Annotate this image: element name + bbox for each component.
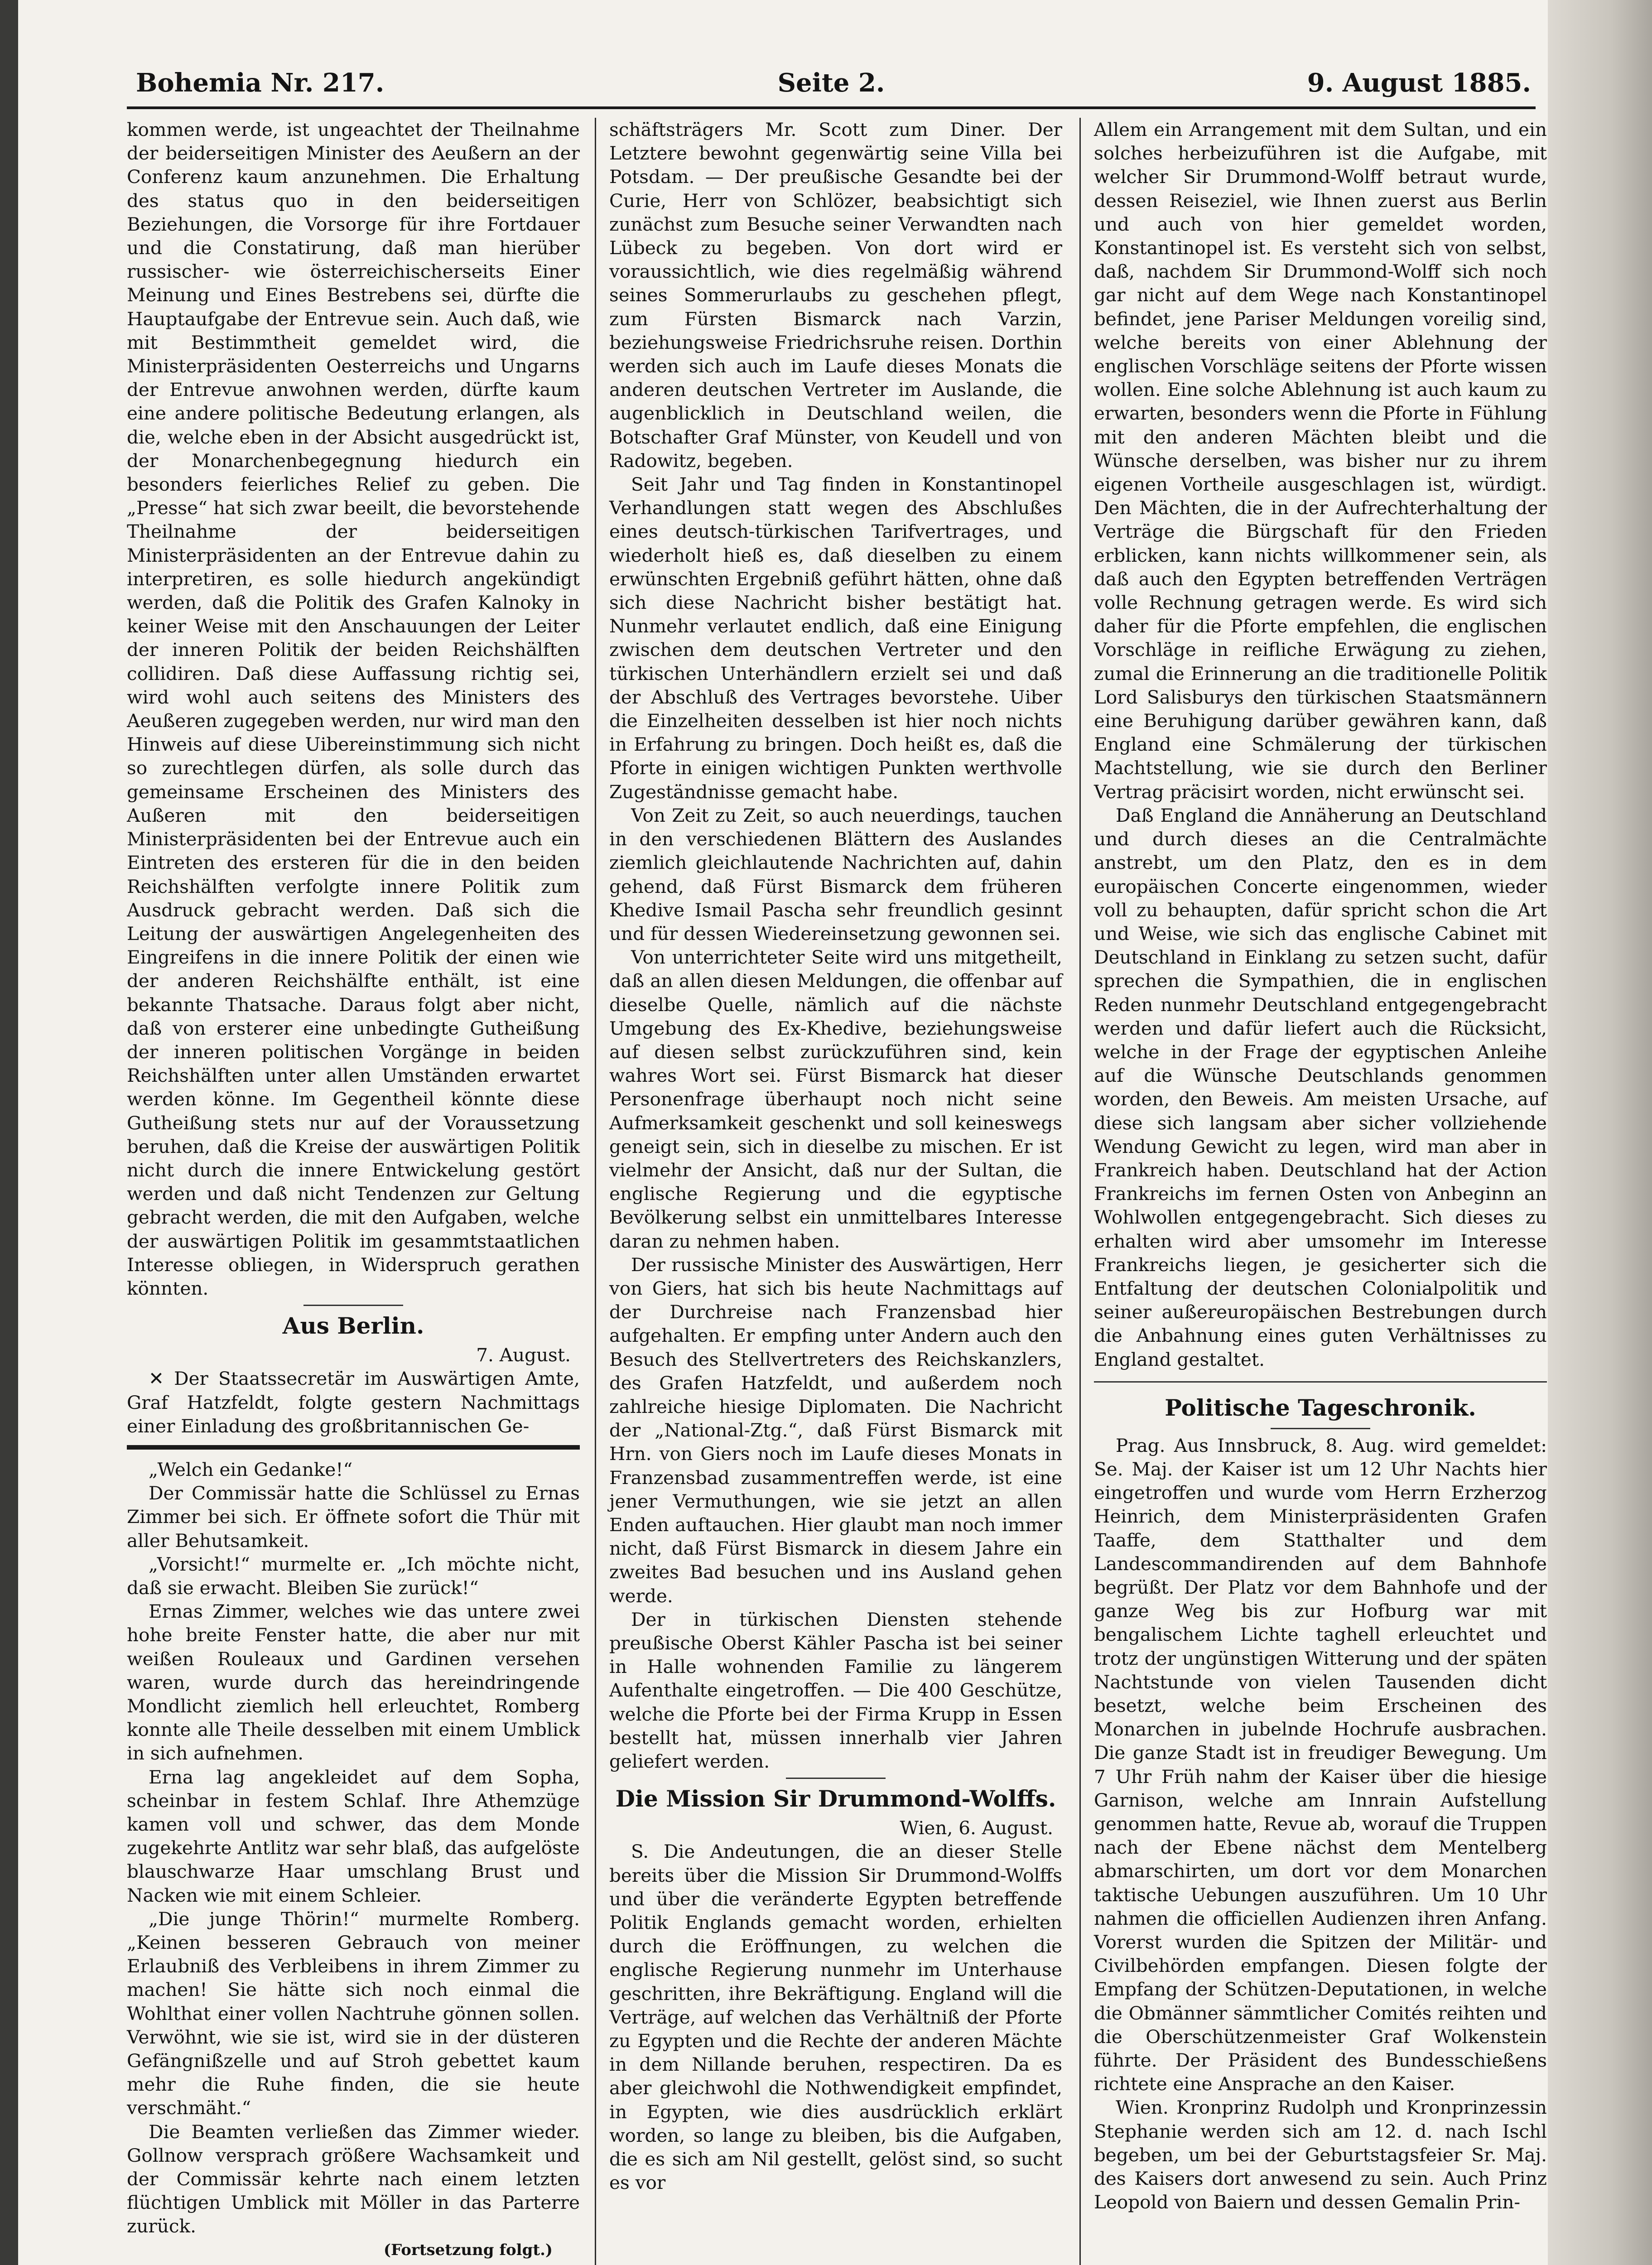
col2-paragraph: Von Zeit zu Zeit, so auch neuerdings, tauchen in den verschiedenen Blättern des Auslandes ziemlich gleichlautende Nachrichten auf, dahin gehend, daß Fürst Bismarck dem früheren Khedive Ismail Pascha sehr freundlich gesinnt und für dessen Wiedereinsetzung gewonnen sei. [609, 804, 1062, 945]
col3-paragraph: Daß England die Annäherung an Deutschland und durch dieses an die Centralmächte anstrebt, um den Platz, den es in dem europäischen Concerte eingenommen, wieder voll zu behaupten, dafür spricht schon die Art und Weise, wie sich das englische Cabinet mit Deutschland in Einklang zu setzen sucht, dafür sprechen die Sympathien, die in englischen Reden nunmehr Deutschland entgegengebracht werden und dafür liefert auch die Rücksicht, welche in der Frage der egyptischen Anleihe auf die Wünsche Deutschlands genommen worden, den Beweis. Am meisten Ursache, auf diese sich langsam aber sicher vollziehende Wendung Gewicht zu legen, wird man aber in Frankreich haben. Deutschland hat der Action Frankreichs im fernen Osten von Anbeginn an Wohlwollen entgegengebracht. Sich dieses zu erhalten wird aber umsomehr im Interesse Frankreichs liegen, je gesicherter sich die Entfaltung der deutschen Colonialpolitik und seiner außereuropäischen Bestrebungen durch die Anbahnung eines guten Verhältnisses zu England gestaltet. [1094, 804, 1547, 1370]
feuilleton-paragraph: „Welch ein Gedanke!“ [149, 1458, 353, 1480]
chronik-paragraph: Prag. Aus Innsbruck, 8. Aug. wird gemeldet: Se. Maj. der Kaiser ist um 12 Uhr Nachts hier eingetroffen und wurde vom Herrn Erzherzog Heinrich, dem Ministerpräsidenten Grafen Taaffe, dem Statthalter und dem Landescommandirenden auf dem Bahnhofe begrüßt. Der Platz vor dem Bahnhofe und der ganze Weg bis zur Hofburg war mit bengalischem Lichte taghell erleuchtet und trotz der ungünstigen Witterung und der späten Nachtstunde von vielen Tausenden dicht besetzt, welche beim Erscheinen des Monarchen in jubelnde Hochrufe ausbrachen. Die ganze Stadt ist in freudiger Bewegung. Um 7 Uhr Früh nahm der Kaiser über die hiesige Garnison, welche am Innrain Aufstellung genommen hatte, Revue ab, worauf die Truppen nach der Ebene nächst dem Mentelberg abmarschirten, um dort vor dem Monarchen taktische Uebungen auszuführen. Um 10 Uhr nahmen die officiellen Audienzen ihren Anfang. Vorerst wurden die Spitzen der Militär- und Civilbehörden empfangen. Diesen folgte der Empfang der Schützen-Deputationen, in welche die Obmänner sämmtlicher Comités reihten und die Oberschützenmeister Graf Wolkenstein führte. Der Präsident des Bundesschießens richtete eine Ansprache an den Kaiser. [1094, 1434, 1547, 2095]
feuilleton-paragraph: „Vorsicht!“ murmelte er. „Ich möchte nicht, daß sie erwacht. Bleiben Sie zurück!“ [127, 1553, 580, 1599]
section-divider [1094, 1381, 1547, 1383]
mission-text: S. Die Andeutungen, die an dieser Stelle bereits über die Mission Sir Drummond-Wolffs und über die veränderte Egypten betreffende Politik Englands gemacht worden, erhielten durch die Eröffnungen, zu welchen die englische Regierung nunmehr im Unterhause geschritten, ihre Bekräftigung. England will die Verträge, auf welchen das Verhältniß der Pforte zu Egypten und die Rechte der anderen Mächte in dem Nillande beruhen, respectiren. Da es aber gleichwohl die Nothwendigkeit empfindet, in Egypten, wie dies ausdrücklich erklärt worden, so lange zu bleiben, bis die Aufgaben, die es sich am Nil gestellt, gelöst sind, so sucht es vor [609, 1841, 1062, 2194]
scan-left-margin [0, 0, 18, 2265]
feuilleton-paragraph: Die Beamten verließen das Zimmer wieder. Gollnow versprach größere Wachsamkeit und der Commissär kehrte nach einem letzten flüchtigen Umblick mit Möller in das Parterre zurück. [127, 2120, 580, 2237]
dateline-vienna: Wien, 6. August. [900, 1817, 1053, 1839]
header-date: 9. August 1885. [1307, 68, 1531, 98]
col1-paragraph: kommen werde, ist ungeachtet der Theilnahme der beiderseitigen Minister des Aeußern an der Conferenz kaum anzunehmen. Die Erhaltung des status quo in den beiderseitigen Beziehungen, die Vorsorge für ihre Fortdauer und die Constatirung, daß man hierüber russischer- wie österreichischerseits Einer Meinung und Eines Bestrebens sei, dürfte die Hauptaufgabe der Entrevue sein. Auch daß, wie mit Bestimmtheit gemeldet wird, die Ministerpräsidenten Oesterreichs und Ungarns der Entrevue anwohnen werden, dürfte kaum eine andere politische Bedeutung erlangen, als die, welche eben in der Absicht ausgedrückt ist, der Monarchenbegegnung hiedurch ein besonders feierliches Relief zu geben. Die „Presse“ hat sich zwar beeilt, die bevorstehende Theilnahme der beiderseitigen Ministerpräsidenten an der Entrevue dahin zu interpretiren, es solle hiedurch angekündigt werden, daß die Politik des Grafen Kalnoky in keiner Weise mit den Anschauungen der Leiter der inneren Politik der beiden Reichshälften collidiren. Daß diese Auffassung richtig sei, wird wohl auch seitens des Ministers des Aeußeren zugegeben werden, nur wird man den Hinweis auf diese Uibereinstimmung sich nicht so zurechtlegen dürfen, als solle durch das gemeinsame Erscheinen des Ministers des Außeren mit den beiderseitigen Ministerpräsidenten bei der Entrevue auch ein Eintreten des ersteren für die in den beiden Reichshälften verfolgte innere Politik zum Ausdruck gebracht werden. Daß sich die Leitung der auswärtigen Angelegenheiten des Eingreifens in die innere Politik der einen wie der anderen Reichshälfte enthält, ist eine bekannte Thatsache. Daraus folgt aber nicht, daß von ersterer eine unbedingte Gutheißung der inneren politischen Vorgänge in beiden Reichshälften unter allen Umständen erwartet werden könne. Im Gegentheil könnte diese Gutheißung stets nur auf der Voraussetzung beruhen, daß die Kreise der auswärtigen Politik nicht durch die innere Entwickelung gestört werden und daß nicht Tendenzen zur Geltung gebracht werden, die mit den Aufgaben, welche der auswärtigen Politik im gesammtstaatlichen Interesse obliegen, in Widerspruch gerathen könnten. [127, 119, 580, 1299]
header-rule [127, 106, 1536, 109]
section-title-berlin: Aus Berlin. [282, 1312, 424, 1340]
column-2 [609, 118, 1062, 2194]
col2-paragraph: Von unterrichteter Seite wird uns mitgetheilt, daß an allen diesen Meldungen, die offenbar auf dieselbe Quelle, nämlich auf die nächste Umgebung des Ex-Khedive, beziehungsweise auf diesen selbst zurückzuführen sind, kein wahres Wort sei. Fürst Bismarck hat dieser Personenfrage überhaupt noch nicht seine Aufmerksamkeit geschenkt und soll keineswegs geneigt sein, sich in dieselbe zu mischen. Er ist vielmehr der Ansicht, daß nur der Sultan, die englische Regierung und die egyptische Bevölkerung selbst ein unmittelbares Interesse daran zu nehmen haben. [609, 946, 1062, 1252]
column-1 [127, 118, 580, 2262]
section-title-chronik: Politische Tageschronik. [1165, 1394, 1476, 1421]
feuilleton-paragraph: Ernas Zimmer, welches wie das untere zwei hohe breite Fenster hatte, die aber nur mit weißen Rouleaux und Gardinen versehen waren, wurde durch das hereindringende Mondlicht ziemlich hell erleuchtet, Romberg konnte alle Theile desselben mit einem Umblick in sich aufnehmen. [127, 1600, 580, 1764]
feuilleton-paragraph: Der Commissär hatte die Schlüssel zu Ernas Zimmer bei sich. Er öffnete sofort die Thür mit aller Behutsamkeit. [127, 1482, 580, 1552]
col2-paragraph: Seit Jahr und Tag finden in Konstantinopel Verhandlungen statt wegen des Abschlußes eines deutsch-türkischen Tarifvertrages, und wiederholt hieß es, daß dieselben zu einem erwünschten Ergebniß geführt hätten, ohne daß sich diese Nachricht bisher bestätigt hat. Nunmehr verlautet endlich, daß eine Einigung zwischen dem deutschen Vertreter und den türkischen Unterhändlern erzielt sei und daß der Abschluß des Vertrages bevorstehe. Uiber die Einzelheiten desselben ist hier noch nichts in Erfahrung zu bringen. Doch heißt es, daß die Pforte in einigen wichtigen Punkten werthvolle Zugeständnisse gemacht habe. [609, 473, 1062, 803]
feuilleton-rule [127, 1445, 580, 1450]
continued-note: (Fortsetzung folgt.) [383, 2241, 553, 2259]
title-underline [1271, 1428, 1370, 1429]
page-header [113, 68, 1549, 104]
header-page-number: Seite 2. [777, 68, 885, 98]
col2-paragraph: Der in türkischen Diensten stehende preußische Oberst Kähler Pascha ist bei seiner in Halle wohnenden Familie zu längerem Aufenthalte eingetroffen. — Die 400 Geschütze, welche die Pforte bei der Firma Krupp in Essen bestellt hat, müssen innerhalb vier Jahren geliefert werden. [609, 1608, 1062, 1773]
feuilleton-paragraph: Erna lag angekleidet auf dem Sopha, scheinbar in festem Schlaf. Ihre Athemzüge kamen voll und schwer, das dem Monde zugekehrte Antlitz war sehr blaß, das aufgelöste blauschwarze Haar umschlang Brust und Nacken wie mit einem Schleier. [127, 1766, 580, 1906]
chronik-paragraph: Wien. Kronprinz Rudolph und Kronprinzessin Stephanie werden sich am 12. d. nach Ischl begeben, um bei der Geburtstagsfeier Sr. Maj. des Kaisers dort anwesend zu sein. Auch Prinz Leopold von Baiern und dessen Gemalin Prin- [1094, 2096, 1547, 2213]
newspaper-page [113, 68, 1549, 2265]
column-3 [1094, 118, 1547, 2214]
col3-paragraph: Allem ein Arrangement mit dem Sultan, und ein solches herbeizuführen ist die Aufgabe, mit welcher Sir Drummond-Wolff betraut wurde, dessen Reiseziel, wie Ihnen zuerst aus Berlin und auch von hier gemeldet worden, Konstantinopel ist. Es versteht sich von selbst, daß, nachdem Sir Drummond-Wolff sich noch gar nicht auf dem Wege nach Konstantinopel befindet, jene Pariser Meldungen voreilig sind, welche bereits von einer Ablehnung der englischen Vorschläge seitens der Pforte wissen wollen. Eine solche Ablehnung ist auch kaum zu erwarten, besonders wenn die Pforte in Fühlung mit den anderen Mächten bleibt und die Wünsche derselben, was bisher nur zu ihrem eigenen Vortheile ausgeschlagen ist, würdigt. Den Mächten, die in der Aufrechterhaltung der Verträge die Bürgschaft für den Frieden erblicken, kann nichts willkommener sein, als daß auch den Egypten betreffenden Verträgen volle Rechnung getragen werde. Es wird sich daher für die Pforte empfehlen, die englischen Vorschläge in reifliche Erwägung zu ziehen, zumal die Erinnerung an die traditionelle Politik Lord Salisburys den türkischen Staatsmännern eine Beruhigung darüber gewähren kann, daß England eine Schmälerung der türkischen Machtstellung, wie sie durch den Berliner Vertrag präcisirt worden, nicht erwünscht sei. [1094, 119, 1547, 803]
dateline-berlin: 7. August. [476, 1344, 571, 1366]
column-rule-1 [595, 118, 596, 2265]
berlin-text: ✕ Der Staatssecretär im Auswärtigen Amte, Graf Hatzfeldt, folgte gestern Nachmittags einer Einladung des großbritannischen Ge- [127, 1368, 580, 1437]
column-rule-2 [1079, 118, 1081, 2265]
section-divider [786, 1778, 886, 1779]
feuilleton-paragraph: „Die junge Thörin!“ murmelte Romberg. „Keinen besseren Gebrauch von meiner Erlaubniß des Verbleibens in ihrem Zimmer zu machen! Sie hätte sich noch einmal die Wohlthat einer vollen Nachtruhe gönnen sollen. Verwöhnt, wie sie ist, wird sie in der düsteren Gefängnißzelle und auf Stroh gebettet kaum mehr die Ruhe finden, die sie heute verschmäht.“ [127, 1908, 580, 2119]
col2-paragraph: schäftsträgers Mr. Scott zum Diner. Der Letztere bewohnt gegenwärtig seine Villa bei Potsdam. — Der preußische Gesandte bei der Curie, Herr von Schlözer, beabsichtigt sich zunächst zum Besuche seiner Verwandten nach Lübeck zu begeben. Von dort wird er voraussichtlich, wie dies regelmäßig während seines Sommerurlaubs zu geschehen pflegt, zum Fürsten Bismarck nach Varzin, beziehungsweise Friedrichsruhe reisen. Dorthin werden sich auch im Laufe dieses Monats die anderen deutschen Vertreter im Auslande, die augenblicklich in Deutschland weilen, die Botschafter Graf Münster, von Keudell und von Radowitz, begeben. [609, 119, 1062, 472]
header-paper-name: Bohemia Nr. 217. [136, 68, 385, 98]
col2-paragraph: Der russische Minister des Auswärtigen, Herr von Giers, hat sich bis heute Nachmittags auf der Durchreise nach Franzensbad hier aufgehalten. Er empfing unter Andern auch den Besuch des Stellvertreters des Reichskanzlers, des Grafen Hatzfeldt, und außerdem noch zahlreiche hiesige Diplomaten. Die Nachricht der „National-Ztg.“, daß Fürst Bismarck mit Hrn. von Giers noch im Laufe dieses Monats in Franzensbad zusammentreffen werde, ist eine jener Vermuthungen, wie sie jetzt an allen Enden auftauchen. Hier glaubt man noch immer nicht, daß Fürst Bismarck in diesem Jahre ein zweites Bad besuchen und ins Ausland gehen werde. [609, 1253, 1062, 1607]
scan-page-edge [1548, 0, 1652, 2265]
section-title-mission: Die Mission Sir Drummond-Wolffs. [615, 1785, 1056, 1812]
section-divider [303, 1305, 403, 1306]
